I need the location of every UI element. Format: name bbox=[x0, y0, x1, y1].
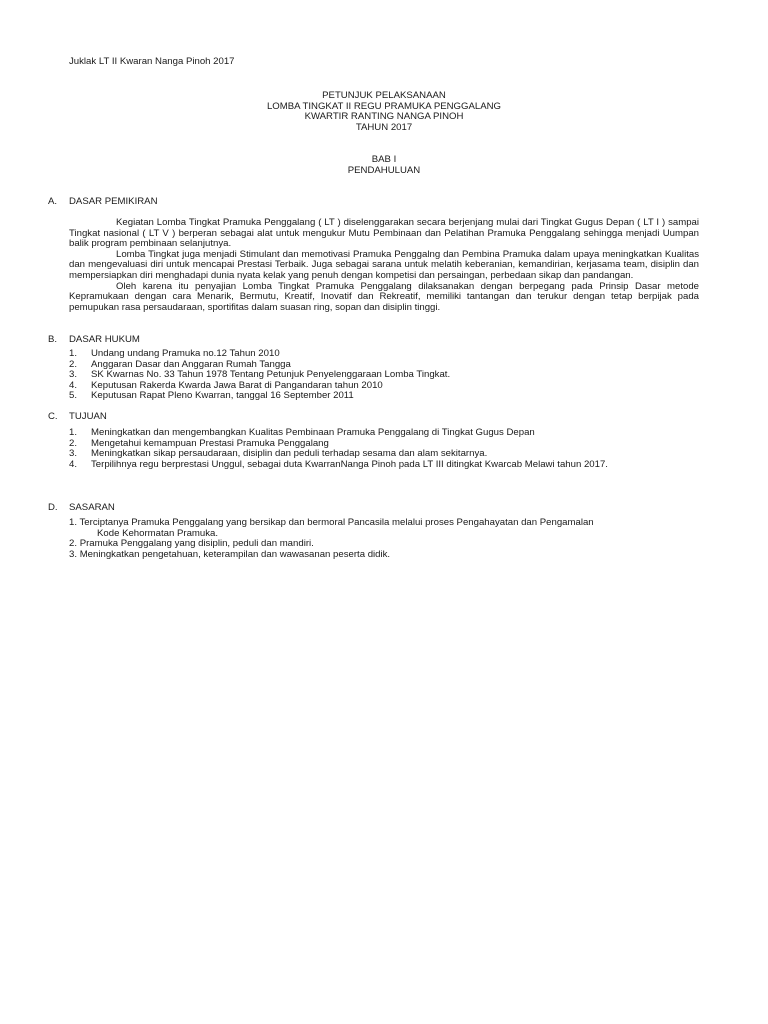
list-text: Keputusan Rapat Pleno Kwarran, tanggal 16 September 2011 bbox=[91, 390, 354, 402]
section-b-heading bbox=[48, 335, 140, 346]
list-number: 3. bbox=[69, 548, 78, 560]
section-c-heading bbox=[48, 412, 107, 423]
title-line-4: TAHUN 2017 bbox=[355, 121, 413, 133]
section-d-heading bbox=[48, 503, 115, 514]
list-text-continuation: Kode Kehormatan Pramuka. bbox=[97, 527, 219, 539]
section-a-title: DASAR PEMIKIRAN bbox=[69, 196, 158, 207]
list-number: 4. bbox=[69, 379, 78, 391]
paragraph: Lomba Tingkat juga menjadi Stimulant dan memotivasi Pramuka Penggalng dan Pembina Pramuka dalam upaya meningkatkan Kualitas dan mengevaluasi diri untuk mencapai Prestasi Terbaik. Juga sebagai sarana untuk melatih keberanian, kemandirian, kerjasama team, disiplin dan mempersiapkan diri menghadapi dunia nyata kelak yang penuh dengan kompetisi dan persaingan, perbedaan sikap dan pandangan. bbox=[69, 248, 699, 281]
list-text: Meningkatkan dan mengembangkan Kualitas Pembinaan Pramuka Penggalang di Tingkat Gugus Depan bbox=[91, 427, 535, 438]
list-number: 5. bbox=[69, 390, 78, 402]
list-number: 3. bbox=[69, 369, 78, 381]
chapter-name: PENDAHULUAN bbox=[347, 164, 421, 176]
header-note: Juklak LT II Kwaran Nanga Pinoh 2017 bbox=[69, 56, 235, 67]
section-a-letter: A. bbox=[48, 196, 58, 207]
list-item bbox=[69, 391, 709, 402]
list-text: Anggaran Dasar dan Anggaran Rumah Tangga bbox=[91, 358, 291, 370]
list-text: Undang undang Pramuka no.12 Tahun 2010 bbox=[91, 348, 280, 359]
section-c-title: TUJUAN bbox=[69, 411, 107, 422]
list-text: Keputusan Rakerda Kwarda Jawa Barat di Pangandaran tahun 2010 bbox=[91, 379, 383, 391]
list-number: 2. bbox=[69, 538, 78, 550]
title-line-1: PETUNJUK PELAKSANAAN bbox=[322, 90, 446, 101]
section-a-heading bbox=[48, 197, 158, 208]
document-title bbox=[0, 91, 768, 133]
list-number: 1. bbox=[69, 348, 78, 359]
list-text: Pramuka Penggalang yang disiplin, peduli dan mandiri. bbox=[79, 538, 314, 550]
section-d-list bbox=[69, 518, 709, 560]
paragraph: Oleh karena itu penyajian Lomba Tingkat Pramuka Penggalang dilaksanakan dengan berpegang pada Prinsip Dasar metode Kepramukaan dengan cara Menarik, Bermutu, Kreatif, Inovatif dan Rekreatif, memiliki tantangan dan terukur dengan tetap berpijak pada pemupukan rasa persaudaraan, sportifitas dalam suasan ring, sopan dan disiplin tinggi. bbox=[69, 280, 699, 313]
section-b-list bbox=[69, 349, 709, 402]
paragraph: Kegiatan Lomba Tingkat Pramuka Penggalang ( LT ) diselenggarakan secara berjenjang mulai dari Tingkat Gugus Depan ( LT I ) sampai Tingkat nasional ( LT V ) berperan sebagai alat untuk mengukur Mutu Pembinaan dan Pelatihan Pramuka Penggalang sehingga menjadi Uumpan balik program pembinaan selanjutnya. bbox=[69, 217, 699, 250]
section-c-letter: C. bbox=[48, 411, 58, 422]
section-c-list bbox=[69, 428, 709, 470]
list-number: 1. bbox=[69, 517, 78, 528]
section-d-title: SASARAN bbox=[69, 502, 115, 513]
section-a-body bbox=[69, 218, 699, 313]
title-line-3: KWARTIR RANTING NANGA PINOH bbox=[304, 111, 464, 123]
list-number: 4. bbox=[69, 458, 78, 470]
list-text: Terpilihnya regu berprestasi Unggul, sebagai duta KwarranNanga Pinoh pada LT III ditingkat Kwarcab Melawi tahun 2017. bbox=[91, 458, 608, 470]
section-b-title: DASAR HUKUM bbox=[69, 334, 140, 345]
list-text: Terciptanya Pramuka Penggalang yang bersikap dan bermoral Pancasila melalui proses Pengahayatan dan Pengamalan bbox=[79, 517, 594, 528]
list-number: 1. bbox=[69, 427, 78, 438]
list-text: Meningkatkan pengetahuan, keterampilan dan wawasanan peserta didik. bbox=[79, 548, 391, 560]
list-number: 2. bbox=[69, 358, 78, 370]
list-number: 3. bbox=[69, 448, 78, 460]
section-b-letter: B. bbox=[48, 334, 58, 345]
chapter-heading bbox=[0, 155, 768, 176]
list-item bbox=[69, 518, 709, 539]
list-number: 2. bbox=[69, 437, 78, 449]
chapter-number: BAB I bbox=[371, 154, 397, 165]
list-text: SK Kwarnas No. 33 Tahun 1978 Tentang Petunjuk Penyelenggaraan Lomba Tingkat. bbox=[91, 369, 451, 381]
list-text: Mengetahui kemampuan Prestasi Pramuka Penggalang bbox=[91, 437, 329, 449]
title-line-2: LOMBA TINGKAT II REGU PRAMUKA PENGGALANG bbox=[266, 100, 502, 112]
list-item bbox=[69, 550, 709, 561]
section-d-letter: D. bbox=[48, 502, 58, 513]
list-item bbox=[69, 460, 709, 471]
list-text: Meningkatkan sikap persaudaraan, disiplin dan peduli terhadap sesama dan alam sekitarnya. bbox=[91, 448, 488, 460]
